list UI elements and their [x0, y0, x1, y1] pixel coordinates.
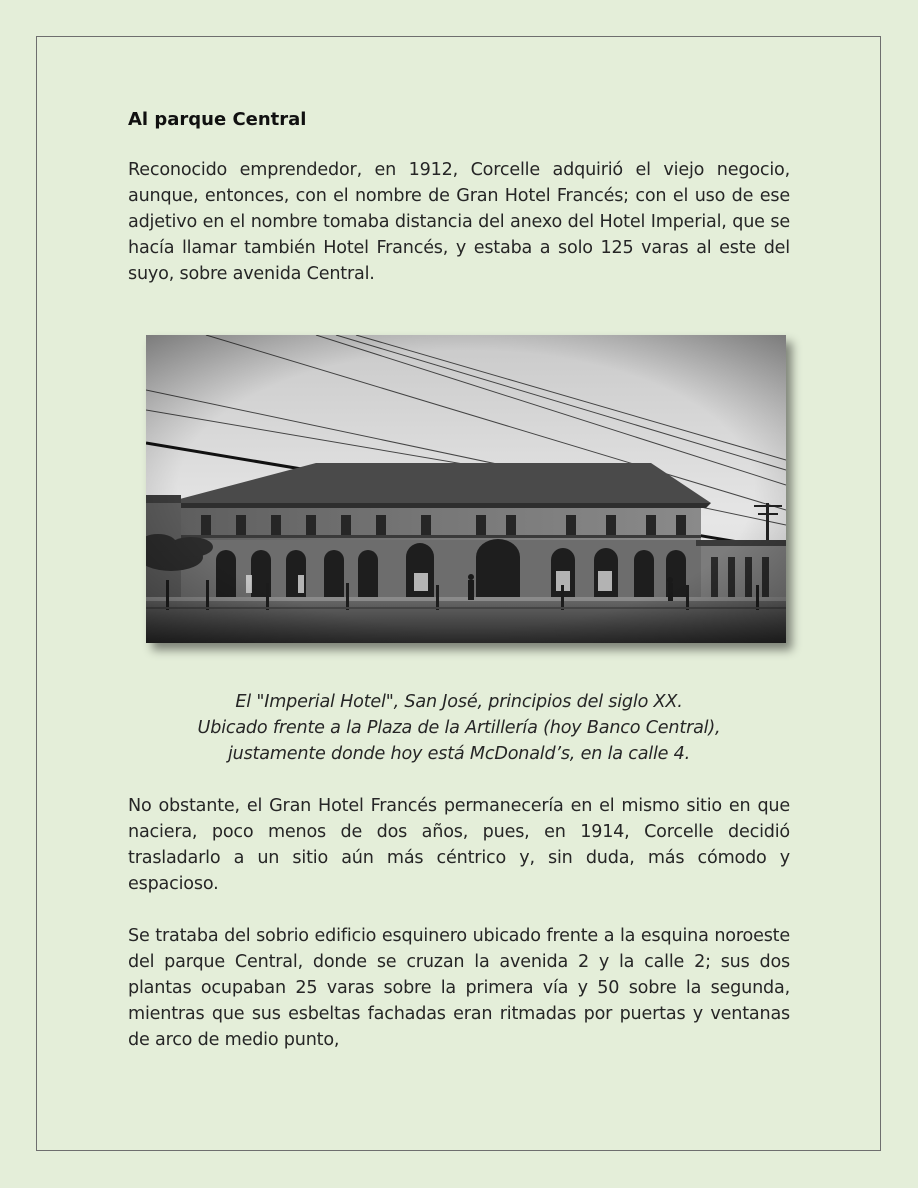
paragraph-1: Reconocido emprendedor, en 1912, Corcelle adquirió el viejo negocio, aunque, entonces, con el nombre de Gran Hotel Francés; con el uso de ese adjetivo en el nombre tomaba distancia del anexo del Hotel Imperial, que se hacía llamar también Hotel Francés, y estaba a solo 125 varas al este del suyo, sobre avenida Central.: [128, 160, 790, 284]
paragraph-2: No obstante, el Gran Hotel Francés permanecería en el mismo sitio en que naciera, poco menos de dos años, pues, en 1914, Corcelle decidió trasladarlo a un sitio aún más céntrico y, sin duda, más cómodo y espacioso.: [128, 796, 790, 894]
hotel-photo-image: [146, 335, 786, 643]
photo-caption: [128, 689, 790, 767]
hotel-photo: [146, 335, 786, 643]
caption-line-3: justamente donde hoy está McDonald’s, en la calle 4.: [227, 744, 691, 764]
section-title: Al parque Central: [128, 109, 307, 130]
caption-line-2: Ubicado frente a la Plaza de la Artillería (hoy Banco Central),: [197, 718, 721, 738]
paragraph-3: Se trataba del sobrio edificio esquinero ubicado frente a la esquina noroeste del parque Central, donde se cruzan la avenida 2 y la calle 2; sus dos plantas ocupaban 25 varas sobre la primera vía y 50 sobre la segunda, mientras que sus esbeltas fachadas eran ritmadas por puertas y ventanas de arco de medio punto,: [128, 926, 790, 1050]
document-content: [128, 106, 790, 1053]
caption-line-1: El "Imperial Hotel", San José, principios del siglo XX.: [235, 692, 683, 712]
